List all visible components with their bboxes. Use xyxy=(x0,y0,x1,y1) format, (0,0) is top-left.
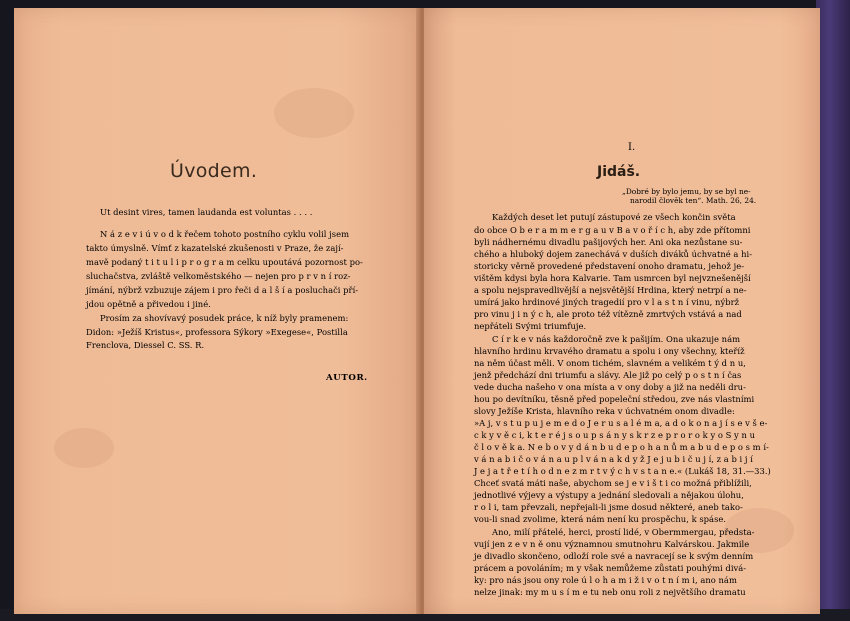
text-line: Ano, milí přátelé, herci, prostí lidé, v Obermmergau, předsta- xyxy=(492,527,755,537)
chapter-title: Jidáš. xyxy=(597,164,641,180)
text-line: nepřáteli Svými triumfuje. xyxy=(474,321,587,331)
text-line: J e j a t ř e t í h o d n e z m r t v ý c h v s t a n e.« (Lukáš 18, 31.—33.) xyxy=(474,466,771,476)
text-line: Frenclova, Diessel C. SS. R. xyxy=(86,340,205,350)
text-line: C í r k e v nás každoročně zve k pašijím. Ona ukazuje nám xyxy=(492,334,741,344)
text-line: do obce O b e r a m m e r g a u v B a v o ř í c h, aby zde přítomni xyxy=(474,225,751,235)
text-line: Prosím za shovívavý posudek práce, k níž byly pramenem: xyxy=(100,313,349,323)
text-line: c k y v ě c i, k t e r é j s o u p s á n y s k r z e p r o r o k y o S y n u xyxy=(474,430,756,440)
text-line: byli nádhernému divadlu pašijových her. Ani oka nezůstane su- xyxy=(474,237,743,247)
chapter-number: I. xyxy=(628,142,636,153)
text-line: jenž předchází dni triumfu a slávy. Ale již po celý p o s t n í čas xyxy=(474,370,742,380)
text-line: prácem a povoláním; m y však nemůžeme zůstati pouhými divá- xyxy=(474,563,747,573)
text-line: hou po devítníku, těsně před popeleční středou, zve nás vlastními xyxy=(474,394,755,404)
text-line: vede ducha našeho v ona místa a v ony doby a již na neděli dru- xyxy=(474,382,746,392)
motto-left: Ut desint vires, tamen laudanda est voluntas . . . . xyxy=(100,207,313,217)
text-line: jednotlivé výjevy a výstupy a jednání sledovali a nějakou úlohu, xyxy=(474,490,744,500)
text-line: r o l i, tam převzali, nepřejali-li jsme dosud některé, aneb tako- xyxy=(474,502,743,512)
paper-stain xyxy=(274,88,354,138)
text-line: Chceť svatá máti naše, abychom se j e v i š t i co možná přiblížili, xyxy=(474,478,752,488)
text-line: takto úmyslně. Vímť z kazatelské zkušenosti v Praze, že zají- xyxy=(86,243,344,253)
text-line: mavě podaný t i t u l i p r o g r a m celku upoutává pozornost po- xyxy=(86,257,363,267)
text-line: hlavního hrdinu krvavého dramatu a spolu i ony všechny, kteříž xyxy=(474,346,745,356)
text-line: ky: pro nás jsou ony role ú l o h a m i ž i v o t n í m i, ano nám xyxy=(474,575,737,585)
text-line: jímání, nýbrž vzbuzuje zájem i pro řeči d a l š í a posluchači pří- xyxy=(86,285,359,295)
text-line: Didon: »Ježíš Kristus«, professora Sýkory »Exegese«, Postilla xyxy=(86,327,348,337)
text-line: jdou opětně a přivedou i jiné. xyxy=(86,299,211,309)
text-line: na něm účast měli. V onom tichém, slavném a velikém t ý d n u, xyxy=(474,358,746,368)
paper-stain xyxy=(54,428,114,468)
text-line: umírá jako hrdinové jiných tragedií pro v l a s t n í vinu, nýbrž xyxy=(474,297,740,307)
left-page xyxy=(14,8,420,614)
text-line: č l o v ě k a. N e b o v y d á n b u d e p o h a n ů m a b u d e p o s m í- xyxy=(474,442,769,452)
text-line: vují jen z e v n ě onu významnou smutnohru Kalvárskou. Jakmile xyxy=(474,539,750,549)
text-line: chého a hluboký dojem zanechává v duších diváků úchvatné a hi- xyxy=(474,249,753,259)
author-signature: AUTOR. xyxy=(326,373,368,383)
text-line: vištěm kdysi byla hora Kalvarie. Tam usmrcen byl nejvznešenější xyxy=(474,273,751,283)
text-line: pro vinu j i n ý c h, ale proto též vítězně zmrtvých vstává a nad xyxy=(474,309,742,319)
text-line: N á z e v i ú v o d k řečem tohoto postního cyklu volil jsem xyxy=(100,229,350,239)
text-line: Každých deset let putují zástupové ze všech končin světa xyxy=(492,212,736,222)
text-line: a spolu nejspravedlivější a nejsvětější Hrdina, který netrpí a ne- xyxy=(474,285,747,295)
book-cover-edge xyxy=(816,0,850,621)
text-line: storicky věrně provedené představení onoho dramatu, jehož je- xyxy=(474,261,745,271)
text-line: »A j, v s t u p u j e m e d o J e r u s a l é m a, a d o k o n a j í s e v š e- xyxy=(474,418,768,428)
text-line: slovy Ježíše Krista, hlavního reka v úchvatném onom divadle: xyxy=(474,406,735,416)
motto-line: narodil člověk ten“. Math. 26, 24. xyxy=(630,196,757,205)
text-line: sluchačstva, zvláště velkoměstského — nejen pro p r v n í roz- xyxy=(86,271,351,281)
text-line: nelze jinak: my m u s í m e tu neb onu roli z největšího dramatu xyxy=(474,587,746,597)
page-title-left: Úvodem. xyxy=(170,160,258,182)
text-line: v á n a b i č o v á n a u p l v á n a k d y ž J e j u b i č u j í, z a b i j í xyxy=(474,454,753,464)
text-line: je divadlo skončeno, odloží role své a navracejí se k svým denním xyxy=(474,551,754,561)
motto-line: „Dobré by bylo jemu, by se byl ne- xyxy=(622,187,751,196)
text-line: vou-li snad zvolime, která nám není ku prospěchu, k spáse. xyxy=(474,514,727,524)
